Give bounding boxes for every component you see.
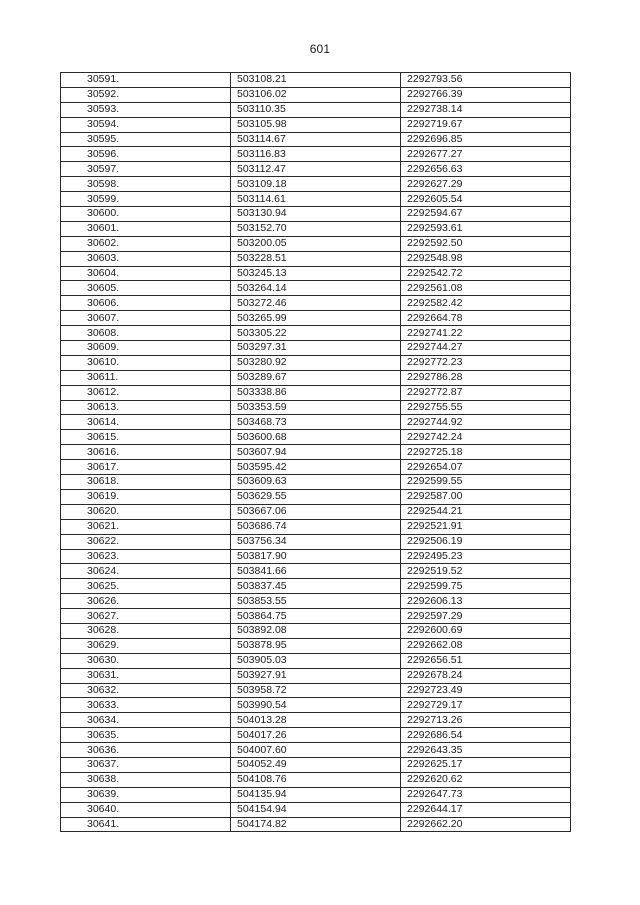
table-row bbox=[61, 177, 571, 192]
point-number-cell: 30622. bbox=[61, 534, 231, 549]
x-coordinate-cell: 504052.49 bbox=[231, 757, 401, 772]
point-number-cell: 30607. bbox=[61, 311, 231, 326]
x-coordinate-cell: 503112.47 bbox=[231, 162, 401, 177]
x-coordinate-cell: 503686.74 bbox=[231, 519, 401, 534]
table-row bbox=[61, 117, 571, 132]
y-coordinate-cell: 2292606.13 bbox=[401, 594, 571, 609]
table-row bbox=[61, 73, 571, 88]
x-coordinate-cell: 503245.13 bbox=[231, 266, 401, 281]
x-coordinate-cell: 503109.18 bbox=[231, 177, 401, 192]
point-number-cell: 30594. bbox=[61, 117, 231, 132]
y-coordinate-cell: 2292723.49 bbox=[401, 683, 571, 698]
y-coordinate-cell: 2292542.72 bbox=[401, 266, 571, 281]
point-number-cell: 30595. bbox=[61, 132, 231, 147]
point-number-cell: 30606. bbox=[61, 296, 231, 311]
table-row bbox=[61, 460, 571, 475]
table-row bbox=[61, 251, 571, 266]
y-coordinate-cell: 2292654.07 bbox=[401, 460, 571, 475]
table-row bbox=[61, 102, 571, 117]
x-coordinate-cell: 503595.42 bbox=[231, 460, 401, 475]
y-coordinate-cell: 2292719.67 bbox=[401, 117, 571, 132]
x-coordinate-cell: 503853.55 bbox=[231, 594, 401, 609]
x-coordinate-cell: 503305.22 bbox=[231, 326, 401, 341]
x-coordinate-cell: 504174.82 bbox=[231, 817, 401, 832]
point-number-cell: 30633. bbox=[61, 698, 231, 713]
x-coordinate-cell: 504007.60 bbox=[231, 743, 401, 758]
x-coordinate-cell: 503905.03 bbox=[231, 653, 401, 668]
x-coordinate-cell: 503600.68 bbox=[231, 430, 401, 445]
x-coordinate-cell: 503116.83 bbox=[231, 147, 401, 162]
x-coordinate-cell: 503864.75 bbox=[231, 609, 401, 624]
table-row bbox=[61, 698, 571, 713]
table-row bbox=[61, 713, 571, 728]
table-row bbox=[61, 385, 571, 400]
point-number-cell: 30627. bbox=[61, 609, 231, 624]
x-coordinate-cell: 503200.05 bbox=[231, 236, 401, 251]
table-row bbox=[61, 400, 571, 415]
point-number-cell: 30592. bbox=[61, 87, 231, 102]
y-coordinate-cell: 2292696.85 bbox=[401, 132, 571, 147]
point-number-cell: 30636. bbox=[61, 743, 231, 758]
table-row bbox=[61, 638, 571, 653]
table-row bbox=[61, 623, 571, 638]
y-coordinate-cell: 2292592.50 bbox=[401, 236, 571, 251]
point-number-cell: 30605. bbox=[61, 281, 231, 296]
x-coordinate-cell: 503667.06 bbox=[231, 504, 401, 519]
table-row bbox=[61, 743, 571, 758]
y-coordinate-cell: 2292741.22 bbox=[401, 326, 571, 341]
y-coordinate-cell: 2292772.23 bbox=[401, 355, 571, 370]
y-coordinate-cell: 2292548.98 bbox=[401, 251, 571, 266]
y-coordinate-cell: 2292593.61 bbox=[401, 221, 571, 236]
point-number-cell: 30618. bbox=[61, 475, 231, 490]
y-coordinate-cell: 2292656.63 bbox=[401, 162, 571, 177]
point-number-cell: 30639. bbox=[61, 787, 231, 802]
y-coordinate-cell: 2292594.67 bbox=[401, 207, 571, 222]
table-row bbox=[61, 475, 571, 490]
table-row bbox=[61, 668, 571, 683]
x-coordinate-cell: 503927.91 bbox=[231, 668, 401, 683]
y-coordinate-cell: 2292766.39 bbox=[401, 87, 571, 102]
y-coordinate-cell: 2292678.24 bbox=[401, 668, 571, 683]
y-coordinate-cell: 2292664.78 bbox=[401, 311, 571, 326]
table-row bbox=[61, 757, 571, 772]
table-row bbox=[61, 787, 571, 802]
table-row bbox=[61, 549, 571, 564]
x-coordinate-cell: 503837.45 bbox=[231, 579, 401, 594]
point-number-cell: 30597. bbox=[61, 162, 231, 177]
y-coordinate-cell: 2292677.27 bbox=[401, 147, 571, 162]
x-coordinate-cell: 503353.59 bbox=[231, 400, 401, 415]
y-coordinate-cell: 2292625.17 bbox=[401, 757, 571, 772]
y-coordinate-cell: 2292686.54 bbox=[401, 728, 571, 743]
point-number-cell: 30602. bbox=[61, 236, 231, 251]
table-row bbox=[61, 415, 571, 430]
point-number-cell: 30601. bbox=[61, 221, 231, 236]
point-number-cell: 30621. bbox=[61, 519, 231, 534]
table-row bbox=[61, 445, 571, 460]
coordinates-table-body bbox=[61, 73, 571, 832]
point-number-cell: 30634. bbox=[61, 713, 231, 728]
y-coordinate-cell: 2292729.17 bbox=[401, 698, 571, 713]
y-coordinate-cell: 2292744.27 bbox=[401, 341, 571, 356]
y-coordinate-cell: 2292644.17 bbox=[401, 802, 571, 817]
table-row bbox=[61, 534, 571, 549]
y-coordinate-cell: 2292656.51 bbox=[401, 653, 571, 668]
coordinates-table bbox=[60, 72, 571, 832]
table-row bbox=[61, 207, 571, 222]
y-coordinate-cell: 2292587.00 bbox=[401, 489, 571, 504]
x-coordinate-cell: 503841.66 bbox=[231, 564, 401, 579]
point-number-cell: 30604. bbox=[61, 266, 231, 281]
x-coordinate-cell: 503756.34 bbox=[231, 534, 401, 549]
point-number-cell: 30617. bbox=[61, 460, 231, 475]
table-row bbox=[61, 296, 571, 311]
point-number-cell: 30599. bbox=[61, 192, 231, 207]
x-coordinate-cell: 503265.99 bbox=[231, 311, 401, 326]
table-row bbox=[61, 87, 571, 102]
x-coordinate-cell: 503114.67 bbox=[231, 132, 401, 147]
table-row bbox=[61, 162, 571, 177]
y-coordinate-cell: 2292793.56 bbox=[401, 73, 571, 88]
y-coordinate-cell: 2292519.52 bbox=[401, 564, 571, 579]
table-row bbox=[61, 579, 571, 594]
point-number-cell: 30598. bbox=[61, 177, 231, 192]
y-coordinate-cell: 2292662.20 bbox=[401, 817, 571, 832]
point-number-cell: 30640. bbox=[61, 802, 231, 817]
x-coordinate-cell: 503105.98 bbox=[231, 117, 401, 132]
table-row bbox=[61, 489, 571, 504]
point-number-cell: 30623. bbox=[61, 549, 231, 564]
y-coordinate-cell: 2292643.35 bbox=[401, 743, 571, 758]
y-coordinate-cell: 2292605.54 bbox=[401, 192, 571, 207]
y-coordinate-cell: 2292600.69 bbox=[401, 623, 571, 638]
x-coordinate-cell: 503629.55 bbox=[231, 489, 401, 504]
x-coordinate-cell: 503114.61 bbox=[231, 192, 401, 207]
point-number-cell: 30628. bbox=[61, 623, 231, 638]
point-number-cell: 30615. bbox=[61, 430, 231, 445]
table-row bbox=[61, 370, 571, 385]
point-number-cell: 30611. bbox=[61, 370, 231, 385]
point-number-cell: 30620. bbox=[61, 504, 231, 519]
y-coordinate-cell: 2292597.29 bbox=[401, 609, 571, 624]
point-number-cell: 30593. bbox=[61, 102, 231, 117]
table-row bbox=[61, 817, 571, 832]
x-coordinate-cell: 503468.73 bbox=[231, 415, 401, 430]
x-coordinate-cell: 503289.67 bbox=[231, 370, 401, 385]
y-coordinate-cell: 2292647.73 bbox=[401, 787, 571, 802]
point-number-cell: 30626. bbox=[61, 594, 231, 609]
table-row bbox=[61, 653, 571, 668]
x-coordinate-cell: 503892.08 bbox=[231, 623, 401, 638]
x-coordinate-cell: 503338.86 bbox=[231, 385, 401, 400]
point-number-cell: 30600. bbox=[61, 207, 231, 222]
table-row bbox=[61, 430, 571, 445]
table-row bbox=[61, 609, 571, 624]
x-coordinate-cell: 504108.76 bbox=[231, 772, 401, 787]
x-coordinate-cell: 503130.94 bbox=[231, 207, 401, 222]
table-row bbox=[61, 341, 571, 356]
point-number-cell: 30614. bbox=[61, 415, 231, 430]
x-coordinate-cell: 503110.35 bbox=[231, 102, 401, 117]
point-number-cell: 30637. bbox=[61, 757, 231, 772]
x-coordinate-cell: 503990.54 bbox=[231, 698, 401, 713]
table-row bbox=[61, 221, 571, 236]
x-coordinate-cell: 503272.46 bbox=[231, 296, 401, 311]
x-coordinate-cell: 503152.70 bbox=[231, 221, 401, 236]
x-coordinate-cell: 504013.28 bbox=[231, 713, 401, 728]
table-row bbox=[61, 326, 571, 341]
point-number-cell: 30591. bbox=[61, 73, 231, 88]
point-number-cell: 30632. bbox=[61, 683, 231, 698]
point-number-cell: 30631. bbox=[61, 668, 231, 683]
table-row bbox=[61, 311, 571, 326]
y-coordinate-cell: 2292742.24 bbox=[401, 430, 571, 445]
x-coordinate-cell: 504154.94 bbox=[231, 802, 401, 817]
table-row bbox=[61, 236, 571, 251]
x-coordinate-cell: 504135.94 bbox=[231, 787, 401, 802]
y-coordinate-cell: 2292772.87 bbox=[401, 385, 571, 400]
table-row bbox=[61, 281, 571, 296]
y-coordinate-cell: 2292506.19 bbox=[401, 534, 571, 549]
table-row bbox=[61, 728, 571, 743]
x-coordinate-cell: 503280.92 bbox=[231, 355, 401, 370]
y-coordinate-cell: 2292495.23 bbox=[401, 549, 571, 564]
table-row bbox=[61, 355, 571, 370]
table-row bbox=[61, 132, 571, 147]
table-row bbox=[61, 564, 571, 579]
point-number-cell: 30641. bbox=[61, 817, 231, 832]
page-number: 601 bbox=[309, 42, 331, 56]
x-coordinate-cell: 503108.21 bbox=[231, 73, 401, 88]
x-coordinate-cell: 503297.31 bbox=[231, 341, 401, 356]
y-coordinate-cell: 2292786.28 bbox=[401, 370, 571, 385]
y-coordinate-cell: 2292755.55 bbox=[401, 400, 571, 415]
x-coordinate-cell: 503264.14 bbox=[231, 281, 401, 296]
x-coordinate-cell: 503878.95 bbox=[231, 638, 401, 653]
point-number-cell: 30612. bbox=[61, 385, 231, 400]
y-coordinate-cell: 2292599.75 bbox=[401, 579, 571, 594]
point-number-cell: 30635. bbox=[61, 728, 231, 743]
point-number-cell: 30608. bbox=[61, 326, 231, 341]
table-row bbox=[61, 519, 571, 534]
y-coordinate-cell: 2292725.18 bbox=[401, 445, 571, 460]
y-coordinate-cell: 2292599.55 bbox=[401, 475, 571, 490]
point-number-cell: 30619. bbox=[61, 489, 231, 504]
table-row bbox=[61, 772, 571, 787]
table-row bbox=[61, 192, 571, 207]
x-coordinate-cell: 504017.26 bbox=[231, 728, 401, 743]
point-number-cell: 30609. bbox=[61, 341, 231, 356]
point-number-cell: 30610. bbox=[61, 355, 231, 370]
x-coordinate-cell: 503609.63 bbox=[231, 475, 401, 490]
y-coordinate-cell: 2292620.62 bbox=[401, 772, 571, 787]
x-coordinate-cell: 503106.02 bbox=[231, 87, 401, 102]
point-number-cell: 30603. bbox=[61, 251, 231, 266]
y-coordinate-cell: 2292561.08 bbox=[401, 281, 571, 296]
point-number-cell: 30629. bbox=[61, 638, 231, 653]
table-row bbox=[61, 266, 571, 281]
point-number-cell: 30596. bbox=[61, 147, 231, 162]
point-number-cell: 30638. bbox=[61, 772, 231, 787]
table-row bbox=[61, 802, 571, 817]
table-row bbox=[61, 147, 571, 162]
x-coordinate-cell: 503228.51 bbox=[231, 251, 401, 266]
point-number-cell: 30624. bbox=[61, 564, 231, 579]
y-coordinate-cell: 2292713.26 bbox=[401, 713, 571, 728]
point-number-cell: 30613. bbox=[61, 400, 231, 415]
x-coordinate-cell: 503817.90 bbox=[231, 549, 401, 564]
y-coordinate-cell: 2292544.21 bbox=[401, 504, 571, 519]
y-coordinate-cell: 2292662.08 bbox=[401, 638, 571, 653]
table-row bbox=[61, 504, 571, 519]
x-coordinate-cell: 503958.72 bbox=[231, 683, 401, 698]
y-coordinate-cell: 2292521.91 bbox=[401, 519, 571, 534]
point-number-cell: 30616. bbox=[61, 445, 231, 460]
table-row bbox=[61, 594, 571, 609]
y-coordinate-cell: 2292744.92 bbox=[401, 415, 571, 430]
point-number-cell: 30625. bbox=[61, 579, 231, 594]
table-row bbox=[61, 683, 571, 698]
y-coordinate-cell: 2292627.29 bbox=[401, 177, 571, 192]
y-coordinate-cell: 2292582.42 bbox=[401, 296, 571, 311]
point-number-cell: 30630. bbox=[61, 653, 231, 668]
x-coordinate-cell: 503607.94 bbox=[231, 445, 401, 460]
y-coordinate-cell: 2292738.14 bbox=[401, 102, 571, 117]
